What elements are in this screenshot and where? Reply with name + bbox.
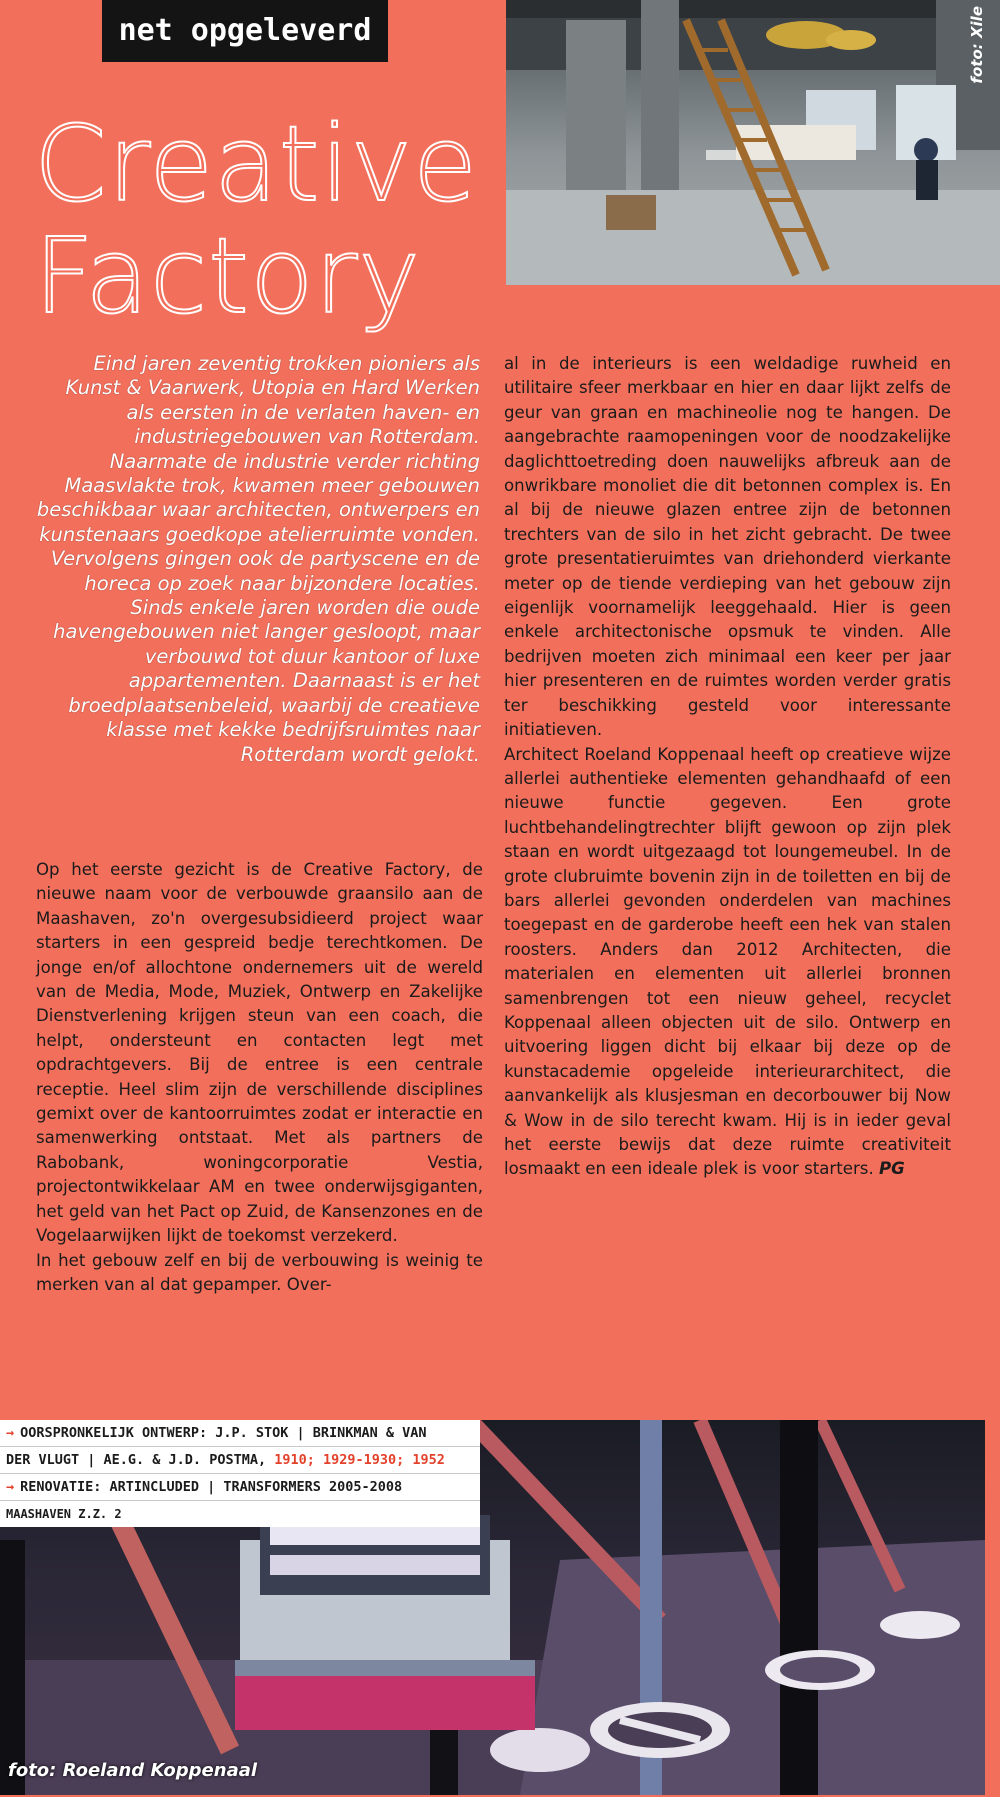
body-paragraph [504,743,951,1182]
author-signature: PG [879,1159,905,1179]
arrow-right-icon: → [6,1479,15,1495]
info-row-original-design [0,1420,480,1447]
title-line-1: Creative [34,103,479,225]
section-kicker: net opgeleverd [102,0,388,62]
info-row-address: MAASHAVEN Z.Z. 2 [6,1507,122,1521]
info-text: OORSPRONKELIJK ONTWERP: J.P. STOK | BRINKMAN & VAN [20,1425,427,1441]
body-paragraph-text: Architect Roeland Koppenaal heeft op creatieve wijze allerlei authentieke elementen gehandhaafd of een nieuwe functie gegeven. Een grote luchtbehandelingtrechter blijft gewoon op zijn plek staan en wordt uitgezaagd tot loungemeubel. In de grote clubruimte bovenin zijn in de toiletten en bij de bars allerlei gevonden onderdelen van machines toegepast en de garderobe heeft een hek van stalen roosters. Anders dan 2012 Architecten, die materialen en elementen uit allerlei bronnen samenbrengen tot een nieuw geheel, recyclet Koppenaal alleen objecten uit de silo. Ontwerp en uitvoering liggen dicht bij elkaar bij deze op de kunstacademie opgeleide interieurarchitect, die aanvankelijk als klusjesman en decorbouwer bij Now & Wow in de silo terecht kwam. Hij is in ieder geval het eerste bewijs dat deze ruimte creativiteit losmaakt en een ideale plek is voor starters. [504,744,951,1179]
body-column-right [504,352,951,1182]
body-paragraph: al in de interieurs is een weldadige ruwheid en utilitaire sfeer merkbaar en hier en daar lijkt zelfs de geur van graan en machineolie nog te hangen. De aangebrachte raamopeningen voor de noodzakelijke daglichttoetreding doen nauwelijks afbreuk aan de onwrikbare monoliet die dit betonnen complex is. En al bij de nieuwe glazen entree zijn de betonnen trechters van de silo in het zicht gebracht. De twee grote presentatieruimtes van driehonderd vierkante meter op de tiende verdieping van het gebouw zijn eigenlijk voornamelijk leeggehaald. Hier is geen enkele architectonische opsmuk te vinden. Alle bedrijven moeten zich minimaal een keer per jaar hier presenteren en de ruimtes worden verder gratis ter beschikking gesteld voor interessante initiatieven. [504,354,951,740]
arrow-right-icon: → [6,1425,15,1441]
project-info-box [0,1420,480,1527]
top-photo-credit: foto: Xile [968,6,986,84]
intro-paragraph: Eind jaren zeventig trokken pioniers als Kunst & Vaarwerk, Utopia en Hard Werken als eersten in de verlaten haven- en industriegebouwen van Rotterdam. Naarmate de industrie verder richting Maasvlakte trok, kwamen meer gebouwen beschikbaar waar architecten, ontwerpers en kunstenaars goedkope atelierruimte vonden. Vervolgens gingen ook de partyscene en de horeca op zoek naar bijzondere locaties. Sinds enkele jaren worden die oude havengebouwen niet langer gesloopt, maar verbouwd tot duur kantoor of luxe appartementen. Daarnaast is er het broedplaatsenbeleid, waarbij de creatieve klasse met kekke bedrijfsruimtes naar Rotterdam wordt gelokt. [36,352,480,766]
body-paragraph: Op het eerste gezicht is de Creative Factory, de nieuwe naam voor de verbouwde graansilo aan de Maashaven, zo'n overgesubsidieerd project waar starters in een gespreid bedje terechtkomen. De jonge en/of allochtone ondernemers uit de wereld van de Media, Mode, Muziek, Ontwerp en Zakelijke Dienstverlening krijgen steun van een coach, die helpt, ondersteunt en contacten legt met opdrachtgevers. Bij de entree is een centrale receptie. Heel slim zijn de verschillende disciplines gemixt over de kantoorruimtes zodat er interactie en samenwerking ontstaat. Met als partners de Rabobank, woningcorporatie Vestia, projectontwikkelaar AM en twee onderwijsgiganten, het geld van het Pact op Zuid, de Kansenzones en de Vogelaarwijken lijkt de toekomst verzekerd. [36,860,483,1246]
info-row-renovation [0,1474,480,1501]
bottom-photo-credit: foto: Roeland Koppenaal [8,1760,258,1781]
title-line-2: Factory [34,215,421,337]
office-interior-illustration [506,0,1000,285]
info-text: DER VLUGT | AE.G. & J.D. POSTMA, [6,1452,267,1468]
intro-lead [34,352,480,767]
office-interior-photo [506,0,1000,285]
body-paragraph: In het gebouw zelf en bij de verbouwing is weinig te merken van al dat gepamper. Over- [36,1250,483,1294]
info-row-architects [0,1447,480,1474]
info-years: 1910; 1929-1930; 1952 [274,1452,445,1468]
body-column-left [36,858,483,1297]
info-text: RENOVATIE: ARTINCLUDED | TRANSFORMERS 2005-2008 [20,1479,403,1495]
article-title [34,103,504,337]
